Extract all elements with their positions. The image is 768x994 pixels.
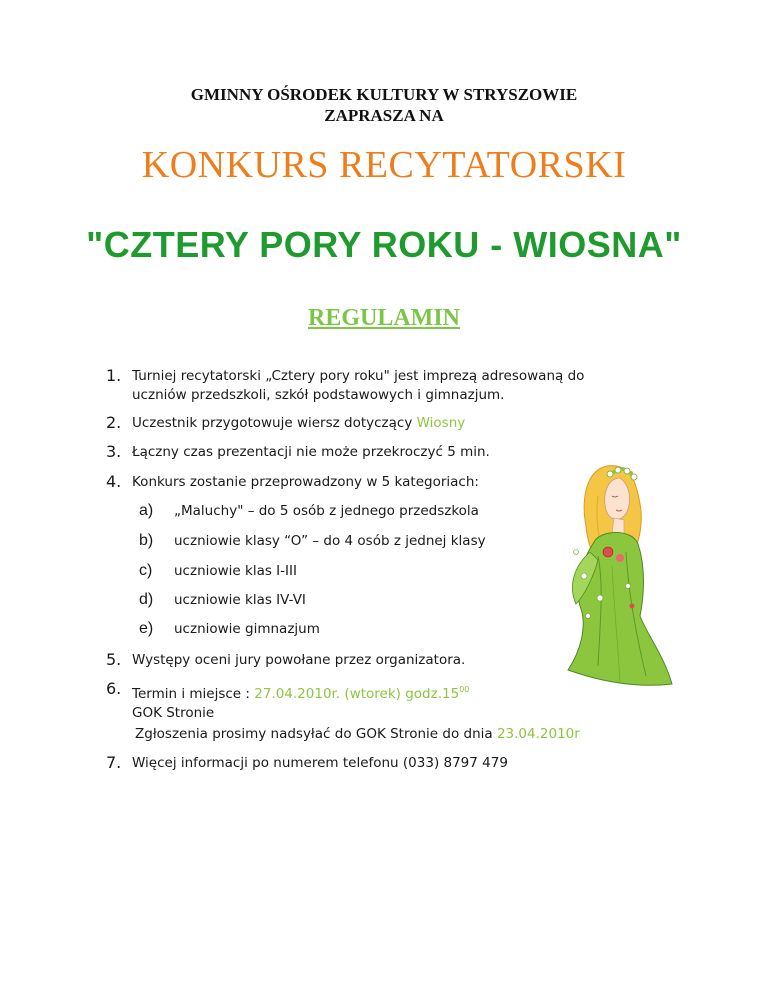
- rule-number: 4.: [106, 472, 122, 491]
- category-letter: c): [139, 562, 153, 579]
- category-text: uczniowie klasy “O” – do 4 osób z jednej klasy: [174, 533, 486, 549]
- rule-number: 6.: [106, 679, 122, 698]
- submission-text: Zgłoszenia prosimy nadsyłać do GOK Stronie do dnia: [135, 726, 493, 742]
- rule-text-cont: uczniów przedszkoli, szkół podstawowych i gimnazjum.: [132, 387, 505, 403]
- rule-colon: :: [241, 686, 255, 702]
- category-letter: d): [139, 591, 154, 608]
- rule-text: Termin i miejsce: [132, 686, 242, 702]
- category-text: „Maluchy" – do 5 osób z jednego przedszkola: [174, 503, 479, 519]
- invite-line: ZAPRASZA NA: [324, 106, 444, 125]
- category-text: uczniowie gimnazjum: [174, 621, 320, 637]
- rule-number: 2.: [106, 413, 122, 432]
- category-letter: b): [139, 532, 154, 549]
- event-time-sup: 00: [459, 685, 470, 694]
- category-letter: e): [139, 620, 154, 637]
- rule-number: 1.: [106, 366, 122, 385]
- rule-text: Turniej recytatorski „Cztery pory roku" jest imprezą adresowaną do: [132, 368, 585, 384]
- rule-number: 3.: [106, 442, 122, 461]
- rule-number: 7.: [106, 753, 122, 772]
- rule-text: Więcej informacji po numerem telefonu (033) 8797 479: [132, 755, 508, 771]
- event-place: GOK Stronie: [132, 705, 215, 721]
- rule-highlight: Wiosny: [416, 415, 466, 431]
- rules-heading: REGULAMIN: [307, 305, 460, 331]
- contest-title: KONKURS RECYTATORSKI: [141, 144, 627, 186]
- rule-text: Konkurs zostanie przeprowadzony w 5 kategoriach:: [132, 474, 479, 490]
- submission-deadline: 23.04.2010r: [496, 726, 580, 742]
- category-text: uczniowie klas I-III: [174, 563, 297, 579]
- submission-note: [135, 726, 695, 742]
- contest-subtitle: "CZTERY PORY ROKU - WIOSNA": [86, 224, 682, 265]
- category-text: uczniowie klas IV-VI: [174, 592, 306, 608]
- rule-text: Uczestnik przygotowuje wiersz dotyczący: [132, 415, 413, 431]
- organizer-header: [0, 84, 768, 126]
- rule-text: Występy oceni jury powołane przez organizatora.: [132, 652, 466, 668]
- rule-text: Łączny czas prezentacji nie może przekroczyć 5 min.: [132, 444, 490, 460]
- event-date: 27.04.2010r. (wtorek) godz.15: [254, 686, 460, 702]
- organizer-line: GMINNY OŚRODEK KULTURY W STRYSZOWIE: [190, 85, 578, 104]
- category-letter: a): [139, 502, 154, 519]
- spring-woman-illustration: [528, 456, 676, 688]
- rule-number: 5.: [106, 650, 122, 669]
